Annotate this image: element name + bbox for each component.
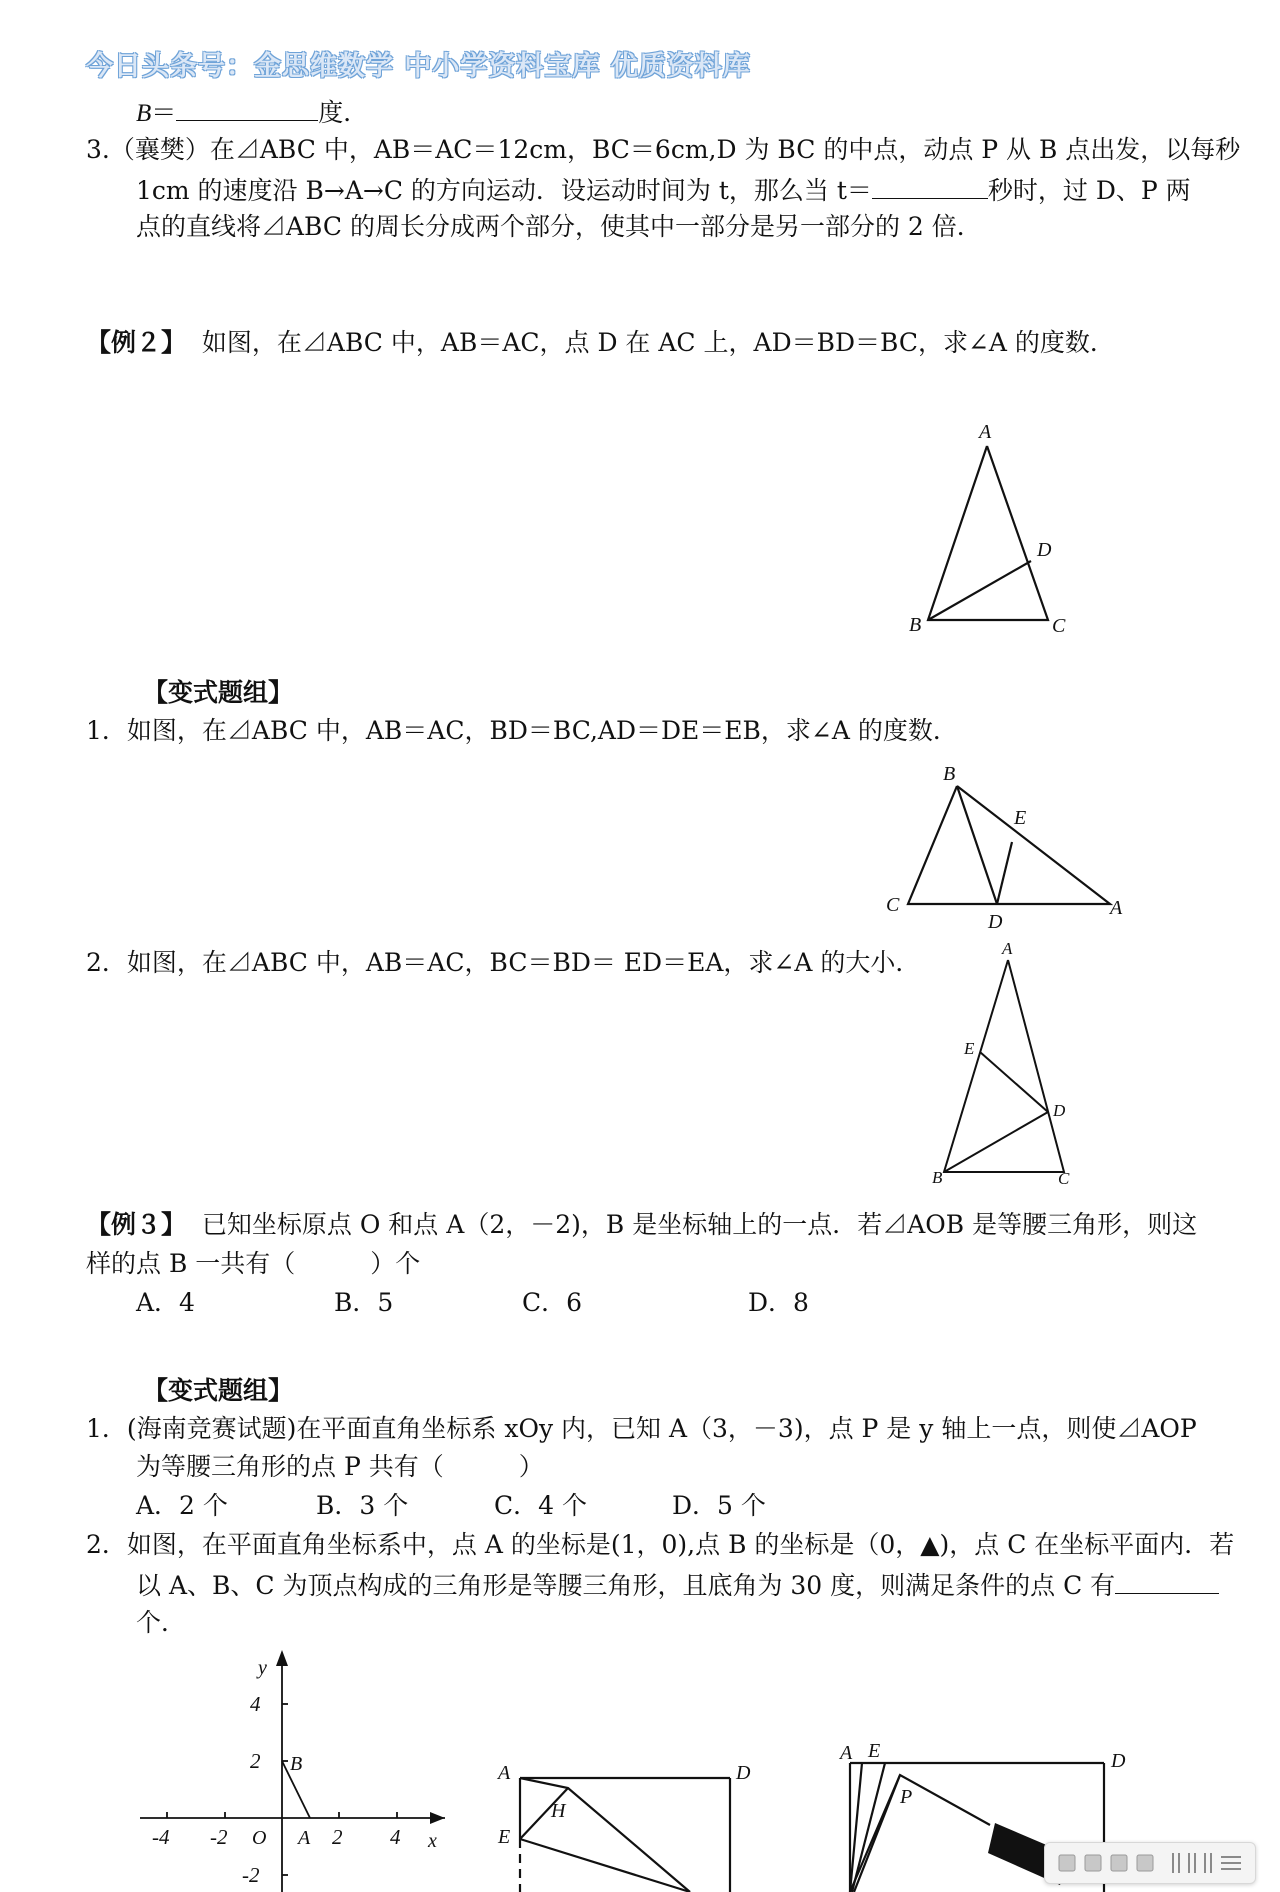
vertex-d-label: D xyxy=(1037,539,1052,561)
folded-edge xyxy=(850,1775,990,1892)
x-tick-2: 2 xyxy=(332,1825,343,1849)
var2-q2-line1: 2．如图，在平面直角坐标系中，点 A 的坐标是(1，0),点 B 的坐标是（0，▲)，点 C 在坐标平面内．若 xyxy=(86,1530,1235,1559)
prev-question-answer xyxy=(136,92,368,133)
vertex-a-label: A xyxy=(979,421,992,443)
var2-q1-option-b[interactable]: B．3 个 xyxy=(316,1491,409,1520)
triangle-abc xyxy=(928,446,1048,620)
vertex-d-label: D xyxy=(1111,1750,1126,1772)
var1-q2-figure xyxy=(920,940,1100,1190)
q3-answer-blank[interactable] xyxy=(872,170,988,199)
x-tick-neg2: -2 xyxy=(210,1825,228,1849)
q3-line1: 3.（襄樊）在⊿ABC 中，AB＝AC＝12cm，BC＝6cm,D 为 BC 的中点，动点 P 从 B 点出发，以每秒 xyxy=(86,135,1241,164)
vertex-d-label: D xyxy=(1053,1101,1066,1120)
fold-edge xyxy=(520,1778,690,1892)
ex2-statement xyxy=(86,324,1115,362)
y-axis-arrow-icon xyxy=(276,1650,288,1666)
y-tick-neg2: -2 xyxy=(242,1863,260,1887)
var1-q1: 1．如图，在⊿ABC 中，AB＝AC，BD＝BC,AD＝DE＝EB，求∠A 的度数． xyxy=(86,716,958,745)
x-axis-label: x xyxy=(428,1830,437,1852)
thumbnail-icon-2[interactable] xyxy=(1085,1855,1101,1871)
y-axis-label: y xyxy=(258,1657,267,1679)
ex3-option-c[interactable]: C．6 xyxy=(522,1288,583,1317)
ex2-tag: 【例２】 xyxy=(86,328,187,357)
q3-line2-text: 1cm 的速度沿 B→A→C 的方向运动．设运动时间为 t，那么当 t＝ xyxy=(136,176,872,205)
ex3-text: 已知坐标原点 O 和点 A（2，－2)，B 是坐标轴上的一点．若⊿AOB 是等腰三角形，则这 xyxy=(201,1210,1198,1239)
ex3-line2: 样的点 B 一共有（ ）个 xyxy=(86,1249,421,1278)
watermark-banner: 今日头条号：金思维数学 中小学资料宝库 优质资料库 xyxy=(86,51,751,82)
var2-q1-option-a[interactable]: A．2 个 xyxy=(136,1491,228,1520)
thumbnail-icon[interactable] xyxy=(1059,1855,1075,1871)
var2-q1-line1: 1．(海南竞赛试题)在平面直角坐标系 xOy 内，已知 A（3，－3)，点 P 是 y 轴上一点，则使⊿AOP xyxy=(86,1414,1197,1443)
ex3-line1 xyxy=(86,1206,1197,1244)
toolbar-icons xyxy=(1045,1843,1255,1883)
fold-line xyxy=(520,1839,690,1892)
variant-group-1-heading: 【变式题组】 xyxy=(143,678,294,707)
vertex-c-label: C xyxy=(886,894,900,916)
q3-line2-tail: 秒时，过 D、P 两 xyxy=(987,176,1191,205)
var1-q1-figure xyxy=(880,760,1140,933)
segment-de xyxy=(997,842,1012,904)
var2-q1-option-c[interactable]: C．4 个 xyxy=(494,1491,587,1520)
ex3-option-d[interactable]: D．8 xyxy=(748,1288,809,1317)
ex2-triangle-figure xyxy=(880,420,1080,640)
ex2-text: 如图，在⊿ABC 中，AB＝AC，点 D 在 AC 上，AD＝BD＝BC，求∠A 的度数． xyxy=(201,328,1115,357)
vertex-e-label: E xyxy=(1014,807,1027,829)
vertex-b-label: B xyxy=(943,763,956,785)
segment-de xyxy=(980,1052,1048,1112)
var2-q2-line2 xyxy=(136,1565,1219,1605)
origin-label: O xyxy=(252,1827,267,1849)
vertex-e-label: E xyxy=(964,1039,975,1058)
vertex-d-label: D xyxy=(736,1762,751,1784)
vertex-a-label: A xyxy=(1110,897,1123,919)
point-b-label: B xyxy=(290,1753,303,1775)
point-h-label: H xyxy=(551,1800,566,1822)
vertex-b-label: B xyxy=(909,614,922,636)
var2-q1-line2: 为等腰三角形的点 P 共有（ ） xyxy=(136,1452,544,1481)
vertex-b-label: B xyxy=(932,1168,943,1187)
coordinate-graph xyxy=(130,1650,460,1892)
y-tick-2: 2 xyxy=(250,1749,261,1773)
x-tick-neg4: -4 xyxy=(152,1825,170,1849)
triangle-abc xyxy=(944,960,1064,1172)
ex3-option-a[interactable]: A．4 xyxy=(136,1288,195,1317)
answer-blank[interactable] xyxy=(176,92,318,121)
vertex-a-label: A xyxy=(498,1762,511,1784)
vertex-c-label: C xyxy=(1058,1169,1070,1188)
variant-group-2-heading: 【变式题组】 xyxy=(143,1376,294,1405)
viewer-toolbar[interactable] xyxy=(1044,1842,1256,1884)
vertex-c-label: C xyxy=(1052,615,1066,637)
thumbnail-icon-3[interactable] xyxy=(1111,1855,1127,1871)
var2-q2-line3: 个． xyxy=(136,1608,187,1637)
var2-q2-answer-blank[interactable] xyxy=(1115,1565,1219,1594)
ex3-option-b[interactable]: B．5 xyxy=(334,1288,394,1317)
vertex-d-label: D xyxy=(988,911,1003,933)
x-tick-4: 4 xyxy=(390,1825,401,1849)
thumbnail-icon-4[interactable] xyxy=(1137,1855,1153,1871)
vertex-a-label: A xyxy=(840,1742,853,1764)
var2-q1-option-d[interactable]: D．5 个 xyxy=(672,1491,766,1520)
segment-bd xyxy=(957,786,997,904)
var2-q2-line2-text: 以 A、B、C 为顶点构成的三角形是等腰三角形，且底角为 30 度，则满足条件的点 C 有 xyxy=(136,1571,1116,1600)
y-tick-4: 4 xyxy=(250,1692,261,1716)
point-p-label: P xyxy=(900,1786,913,1808)
var1-q2: 2．如图，在⊿ABC 中，AB＝AC，BC＝BD＝ ED＝EA，求∠A 的大小． xyxy=(86,948,921,977)
vertex-e-label: E xyxy=(868,1740,881,1762)
vertex-a-label: A xyxy=(1002,939,1013,958)
unit-degree: 度． xyxy=(318,98,369,127)
triangle-bca xyxy=(908,786,1110,904)
rectangle-fold-figure xyxy=(490,1755,760,1892)
angle-b-label: B xyxy=(136,100,152,127)
q3-line2 xyxy=(136,170,1191,210)
point-a-label: A xyxy=(298,1827,311,1849)
ex3-tag: 【例３】 xyxy=(86,1210,187,1239)
equals-sign: ＝ xyxy=(151,98,177,127)
vertex-e-label: E xyxy=(498,1826,511,1848)
x-axis-arrow-icon xyxy=(430,1812,445,1824)
segment-bd xyxy=(928,561,1031,620)
q3-line3: 点的直线将⊿ABC 的周长分成两个部分，使其中一部分是另一部分的 2 倍． xyxy=(136,212,982,241)
